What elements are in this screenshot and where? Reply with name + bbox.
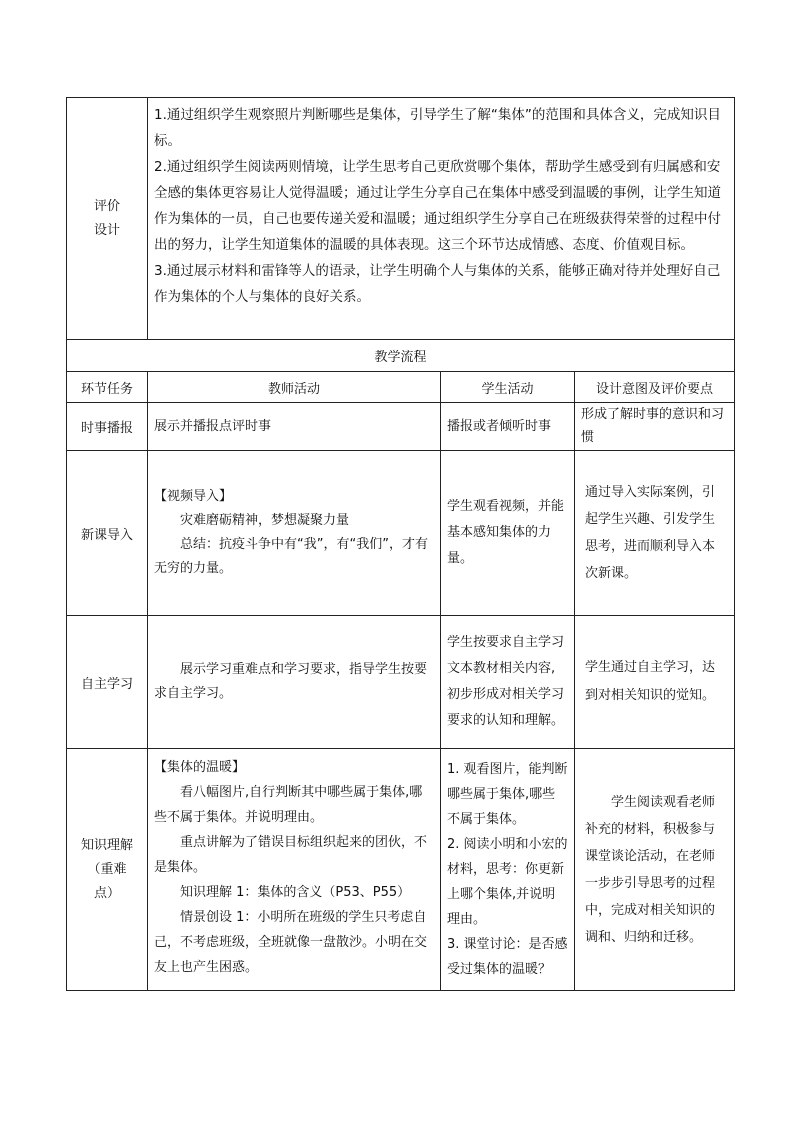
row4-intent: 学生阅读观看老师补充的材料，积极参与课堂谈论活动，在老师一步步引导思考的过程中，完成对相关知识的调和、归纳和迁移。 xyxy=(574,748,735,991)
header-task: 环节任务 xyxy=(66,371,148,403)
row2-teacher xyxy=(147,450,441,616)
row4-task: 知识理解 （重难 点） xyxy=(66,748,148,991)
header-teacher: 教师活动 xyxy=(147,371,441,403)
evaluation-label-line2: 设计 xyxy=(93,222,120,238)
header-student: 学生活动 xyxy=(440,371,575,403)
row3-intent: 学生通过自主学习，达到对相关知识的觉知。 xyxy=(574,615,735,749)
flow-title: 教学流程 xyxy=(374,350,427,365)
row1-teacher: 展示并播报点评时事 xyxy=(147,402,441,451)
row4-teacher: 【集体的温暖】 看八幅图片,自行判断其中哪些属于集体,哪些不属于集体。并说明理由。 重点讲解为了错误目标组织起来的团伙，不是集体。 知识理解 1：集体的含义（P53、P55） 情景创设 1：小明所在班级的学生只考虑自己，不考虑班级，全班就像一盘散沙。小明在交友上也产生困惑。 xyxy=(147,748,441,991)
evaluation-label-cell xyxy=(66,97,148,340)
row4-teacher-title: 【集体的温暖】 xyxy=(154,760,246,775)
evaluation-paragraph-2: 2.通过组织学生阅读两则情境，让学生思考自己更欣赏哪个集体，帮助学生感受到有归属感和安全感的集体更容易让人觉得温暖；通过让学生分享自己在集体中感受到温暖的事例，让学生知道作为集体的一员，自己也要传递关爱和温暖；通过组织学生分享自己在班级获得荣誉的过程中付出的努力，让学生知道集体的温暖的具体表现。这三个环节达成情感、态度、价值观目标。 xyxy=(154,159,721,253)
row2-teacher-line1: 灾难磨砺精神，梦想凝聚力量 xyxy=(180,513,350,528)
row2-student: 学生观看视频，并能基本感知集体的力量。 xyxy=(440,450,575,616)
row2-intent: 通过导入实际案例，引起学生兴趣、引发学生思考，进而顺利导入本次新课。 xyxy=(574,450,735,616)
row1-task: 时事播报 xyxy=(66,402,148,451)
flow-title-cell xyxy=(66,339,735,372)
header-intent: 设计意图及评价要点 xyxy=(574,371,735,403)
evaluation-paragraph-1: 1.通过组织学生观察照片判断哪些是集体，引导学生了解“集体”的范围和具体含义，完成知识目标。 xyxy=(154,107,721,149)
row2-teacher-title: 【视频导入】 xyxy=(154,489,233,504)
evaluation-paragraph-3: 3.通过展示材料和雷锋等人的语录，让学生明确个人与集体的关系，能够正确对待并处理好自己作为集体的个人与集体的良好关系。 xyxy=(154,263,721,305)
row3-student: 学生按要求自主学习文本教材相关内容,初步形成对相关学习要求的认知和理解。 xyxy=(440,615,575,749)
evaluation-label-line1: 评价 xyxy=(93,198,120,214)
row1-student: 播报或者倾听时事 xyxy=(440,402,575,451)
row3-teacher: 展示学习重难点和学习要求，指导学生按要求自主学习。 xyxy=(147,615,441,749)
row2-teacher-line2: 总结：抗疫斗争中有“我”，有“我们”，才有无穷的力量。 xyxy=(154,537,428,576)
evaluation-content-cell xyxy=(147,97,735,340)
row4-student: 1. 观看图片，能判断哪些属于集体,哪些不属于集体。 2. 阅读小明和小宏的材料，思考：你更新上哪个集体,并说明理由。 3. 课堂讨论：是否感受过集体的温暖？ xyxy=(440,748,575,991)
row2-task: 新课导入 xyxy=(66,450,148,616)
row1-intent: 形成了解时事的意识和习惯 xyxy=(574,402,735,451)
row3-task: 自主学习 xyxy=(66,615,148,749)
